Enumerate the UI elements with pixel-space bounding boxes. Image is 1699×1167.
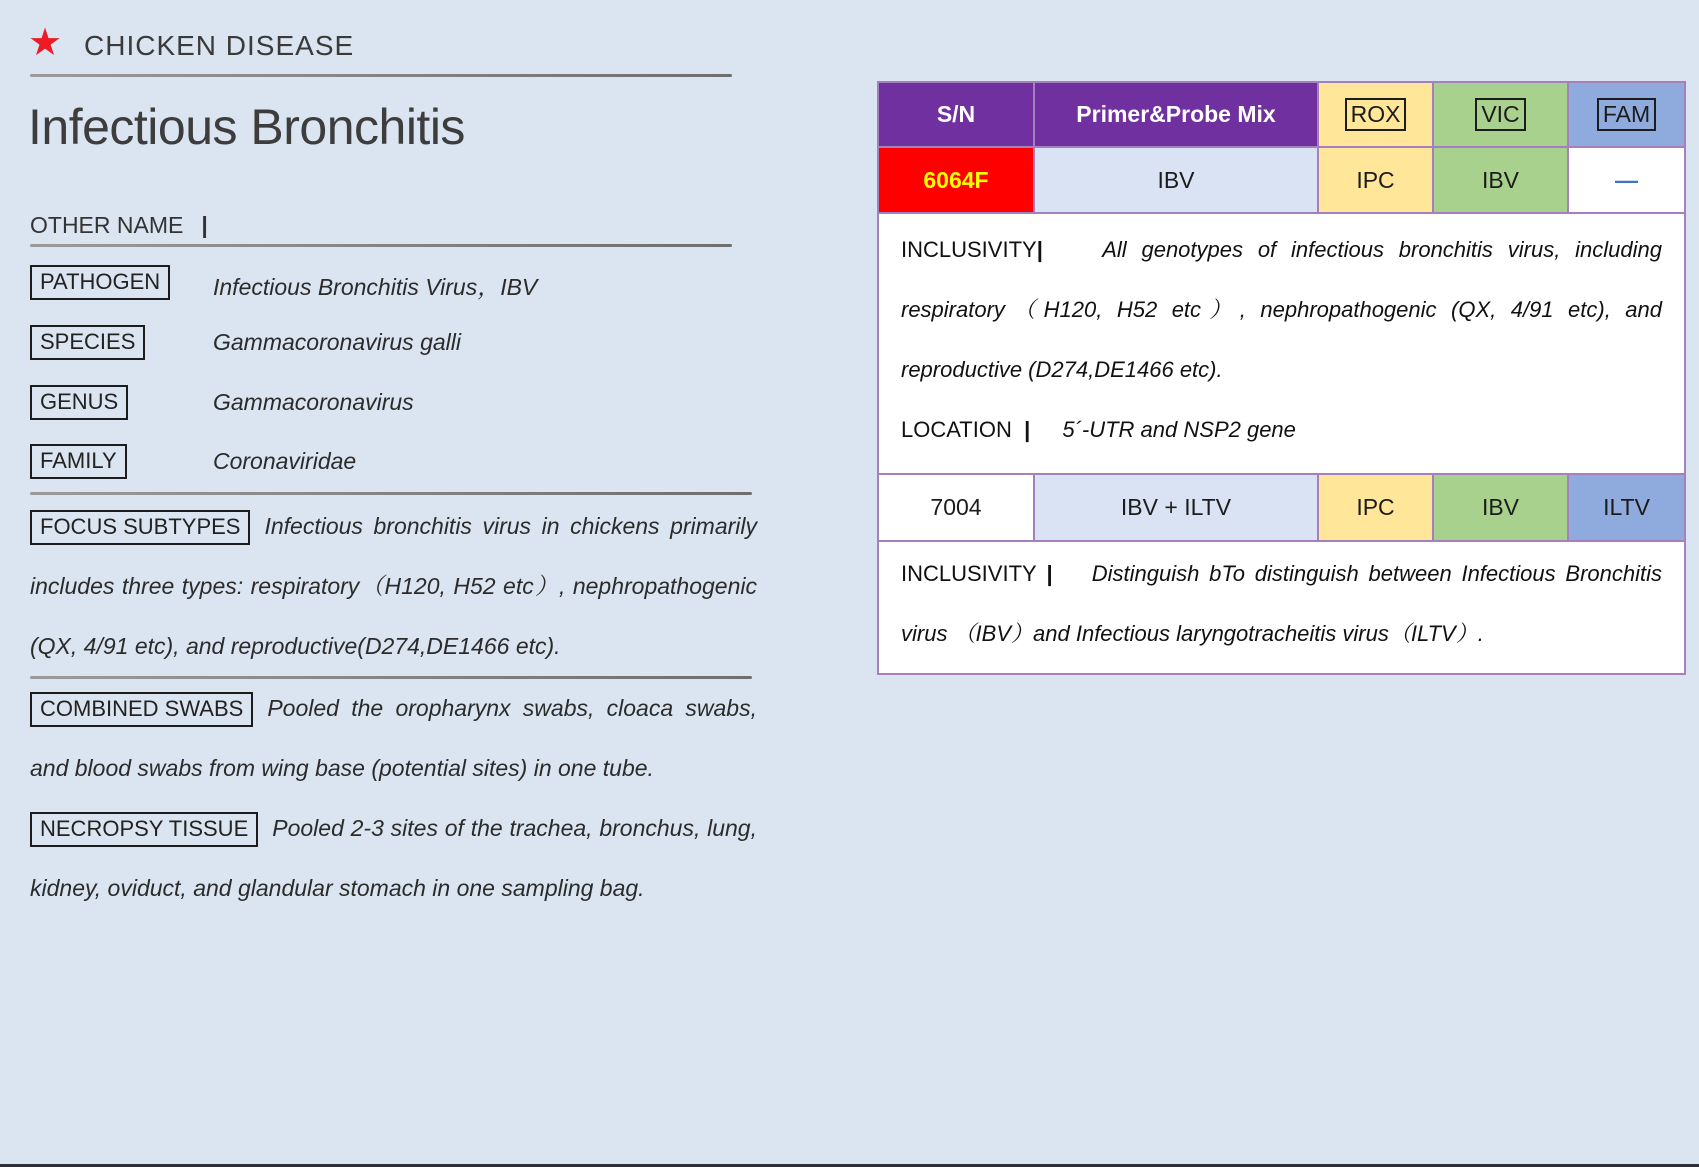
taxonomy-row-family	[30, 442, 756, 486]
taxonomy-row-species	[30, 323, 756, 367]
inclusivity-pipe: |	[1036, 237, 1043, 262]
mix-header-label: Primer&Probe Mix	[1076, 101, 1276, 127]
other-name-label: OTHER NAME	[30, 212, 184, 238]
table-header-vic	[1434, 83, 1569, 148]
family-label: FAMILY	[30, 444, 127, 479]
row1-inclusivity	[901, 220, 1662, 400]
row1-mix	[1035, 148, 1319, 214]
family-value: Coronaviridae	[213, 448, 357, 474]
location-pipe: |	[1024, 417, 1031, 442]
divider	[30, 492, 752, 495]
species-label: SPECIES	[30, 325, 145, 360]
location-text: 5´-UTR and NSP2 gene	[1062, 417, 1296, 442]
row2-inclusivity	[901, 544, 1662, 664]
row1-fam	[1569, 148, 1684, 214]
combined-swabs-label: COMBINED SWABS	[30, 692, 253, 727]
row2-rox-value: IPC	[1356, 494, 1395, 520]
inclusivity-label: INCLUSIVITY	[901, 561, 1037, 586]
row2-mix	[1035, 475, 1319, 542]
table-header-sn	[879, 83, 1035, 148]
genus-label: GENUS	[30, 385, 128, 420]
inclusivity-label: INCLUSIVITY	[901, 237, 1037, 262]
rox-channel-label: ROX	[1345, 98, 1407, 131]
row1-mix-value: IBV	[1157, 166, 1195, 193]
pathogen-value: Infectious Bronchitis Virus，IBV	[213, 274, 538, 300]
page-title: Infectious Bronchitis	[28, 99, 465, 155]
row1-rox	[1319, 148, 1434, 214]
vic-channel-label: VIC	[1475, 98, 1525, 131]
row2-vic-value: IBV	[1481, 494, 1520, 520]
combined-swabs-paragraph	[30, 678, 757, 798]
other-name-pipe: |	[201, 212, 208, 238]
necropsy-tissue-text: Pooled 2-3 sites of the trachea, bronchus, lung, kidney, oviduct, and glandular stomach in one sampling bag.	[30, 815, 757, 901]
row2-sn	[879, 475, 1035, 542]
row2-vic	[1434, 475, 1569, 542]
inclusivity-text: Distinguish bTo distinguish between Infectious Bronchitis virus （IBV）and Infectious laryngotracheitis virus（ILTV）.	[901, 561, 1662, 646]
row1-fam-value: —	[1615, 166, 1638, 193]
necropsy-tissue-label: NECROPSY TISSUE	[30, 812, 258, 847]
category-label: CHICKEN DISEASE	[84, 30, 355, 61]
row2-sn-value: 7004	[930, 494, 982, 520]
other-name-row	[30, 212, 208, 239]
genus-value: Gammacoronavirus	[213, 389, 414, 415]
row2-mix-value: IBV + ILTV	[1120, 494, 1232, 520]
pathogen-label: PATHOGEN	[30, 265, 170, 300]
focus-subtypes-label: FOCUS SUBTYPES	[30, 510, 250, 545]
focus-subtypes-text: Infectious bronchitis virus in chickens primarily includes three types: respiratory（H120, H52 etc）, nephropathogenic (QX, 4/91 etc), and reproductive(D274,DE1466 etc).	[30, 513, 757, 659]
row1-sn-value: 6064F	[923, 166, 989, 193]
divider	[30, 244, 732, 247]
taxonomy-row-pathogen	[30, 263, 756, 307]
taxonomy-row-genus	[30, 383, 756, 427]
row1-vic-value: IBV	[1481, 166, 1520, 193]
row1-location	[901, 400, 1662, 460]
star-icon: ★	[28, 22, 63, 64]
divider	[30, 74, 732, 77]
sn-header-label: S/N	[936, 101, 976, 127]
species-value: Gammacoronavirus galli	[213, 329, 461, 355]
row1-vic	[1434, 148, 1569, 214]
inclusivity-pipe: |	[1046, 561, 1053, 586]
focus-subtypes-paragraph	[30, 496, 757, 676]
fam-channel-label: FAM	[1597, 98, 1656, 131]
table-header-rox	[1319, 83, 1434, 148]
table-header-fam	[1569, 83, 1684, 148]
combined-swabs-text: Pooled the oropharynx swabs, cloaca swabs, and blood swabs from wing base (potential sites) in one tube.	[30, 695, 757, 781]
row2-rox	[1319, 475, 1434, 542]
inclusivity-text: All genotypes of infectious bronchitis virus, including respiratory（H120, H52 etc）, nephropathogenic (QX, 4/91 etc), and reproductive (D274,DE1466 etc).	[901, 237, 1662, 382]
row1-rox-value: IPC	[1356, 166, 1395, 193]
row1-detail	[879, 214, 1684, 475]
row1-sn	[879, 148, 1035, 214]
row2-fam	[1569, 475, 1684, 542]
row2-detail	[879, 542, 1684, 673]
location-label: LOCATION	[901, 417, 1012, 442]
row2-fam-value: ILTV	[1603, 494, 1650, 520]
necropsy-tissue-paragraph	[30, 798, 757, 918]
table-header-mix	[1035, 83, 1319, 148]
primer-probe-table	[877, 81, 1686, 675]
